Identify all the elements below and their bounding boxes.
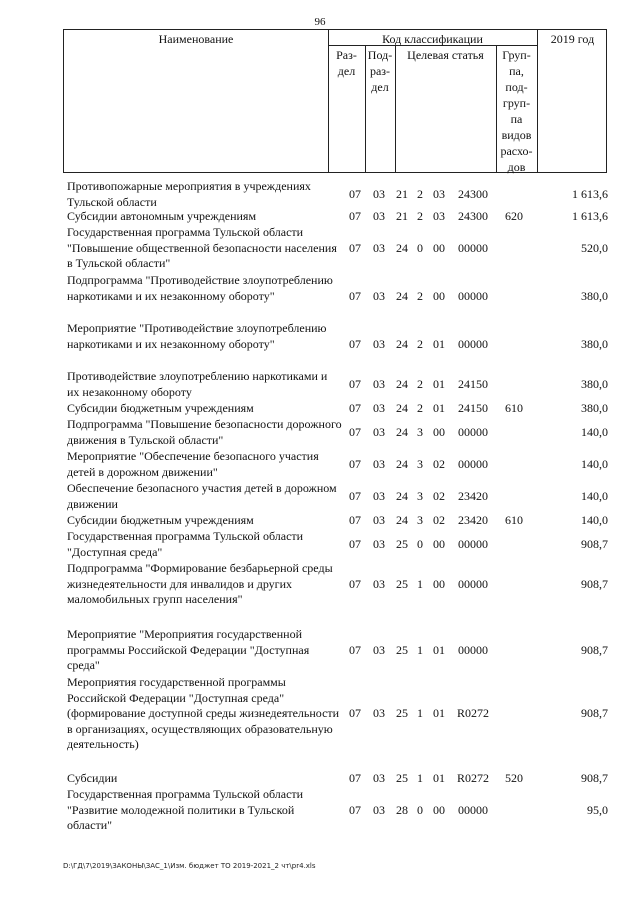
header-razdel: Раз- дел	[336, 48, 357, 78]
row-name: Субсидии автономным учреждениям	[67, 209, 257, 223]
measure-cell: 03	[433, 209, 445, 223]
program-cell: 24	[396, 401, 408, 415]
subprogram-cell: 2	[417, 209, 423, 223]
file-path-footer: D:\ГД\7\2019\ЗАКОНЫ\ЗАС_1\Изм. бюджет ТО 2019-2021_2 чт\pr4.xls	[63, 862, 316, 870]
measure-cell: 01	[433, 643, 445, 657]
program-cell: 24	[396, 457, 408, 471]
direction-cell: 00000	[458, 577, 488, 591]
header-tselevaya: Целевая статья	[407, 48, 484, 62]
header-year: 2019 год	[550, 32, 595, 46]
direction-cell: 24150	[458, 377, 488, 391]
header-podrazdel: Под- раз- дел	[367, 48, 393, 94]
header-code-group: Код классификации	[382, 32, 483, 46]
row-name: Субсидии бюджетным учреждениям	[67, 401, 254, 415]
subprogram-cell: 1	[417, 706, 423, 720]
measure-cell: 02	[433, 457, 445, 471]
direction-cell: 24150	[458, 401, 488, 415]
amount-cell: 140,0	[581, 513, 608, 527]
row-name: Подпрограмма "Повышение безопасности дорожного движения в Тульской области"	[67, 417, 342, 447]
subprogram-cell: 1	[417, 643, 423, 657]
direction-cell: 00000	[458, 337, 488, 351]
row-name: Противодействие злоупотреблению наркотиками и их незаконному обороту	[67, 369, 328, 399]
direction-cell: 00000	[458, 457, 488, 471]
measure-cell: 01	[433, 706, 445, 720]
row-name: Противопожарные мероприятия в учреждениях Тульской области	[67, 179, 311, 209]
subprogram-cell: 2	[417, 187, 423, 201]
expense-type-cell: 620	[505, 209, 523, 223]
razdel-cell: 07	[349, 337, 361, 351]
program-cell: 25	[396, 577, 408, 591]
measure-cell: 00	[433, 425, 445, 439]
row-name: Подпрограмма "Противодействие злоупотреблению наркотиками и их незаконному обороту"	[67, 273, 333, 303]
amount-cell: 1 613,6	[572, 187, 608, 201]
subprogram-cell: 3	[417, 425, 423, 439]
amount-cell: 140,0	[581, 457, 608, 471]
measure-cell: 01	[433, 401, 445, 415]
podrazdel-cell: 03	[373, 401, 385, 415]
direction-cell: 23420	[458, 513, 488, 527]
direction-cell: 00000	[458, 241, 488, 255]
amount-cell: 380,0	[581, 401, 608, 415]
program-cell: 28	[396, 803, 408, 817]
podrazdel-cell: 03	[373, 771, 385, 785]
amount-cell: 908,7	[581, 643, 608, 657]
podrazdel-cell: 03	[373, 577, 385, 591]
podrazdel-cell: 03	[373, 377, 385, 391]
razdel-cell: 07	[349, 289, 361, 303]
subprogram-cell: 3	[417, 457, 423, 471]
podrazdel-cell: 03	[373, 513, 385, 527]
razdel-cell: 07	[349, 401, 361, 415]
subprogram-cell: 0	[417, 241, 423, 255]
row-name: Государственная программа Тульской области "Развитие молодежной политики в Тульской области"	[67, 787, 304, 832]
measure-cell: 02	[433, 513, 445, 527]
program-cell: 25	[396, 706, 408, 720]
page-number: 96	[314, 16, 326, 28]
razdel-cell: 07	[349, 803, 361, 817]
amount-cell: 908,7	[581, 771, 608, 785]
amount-cell: 140,0	[581, 489, 608, 503]
amount-cell: 908,7	[581, 577, 608, 591]
podrazdel-cell: 03	[373, 187, 385, 201]
subprogram-cell: 1	[417, 771, 423, 785]
razdel-cell: 07	[349, 209, 361, 223]
program-cell: 24	[396, 425, 408, 439]
measure-cell: 00	[433, 577, 445, 591]
razdel-cell: 07	[349, 577, 361, 591]
row-name: Подпрограмма "Формирование безбарьерной среды жизнедеятельности для инвалидов и других маломобильных групп населения"	[67, 561, 333, 606]
subprogram-cell: 2	[417, 289, 423, 303]
amount-cell: 140,0	[581, 425, 608, 439]
program-cell: 24	[396, 489, 408, 503]
row-name: Государственная программа Тульской области "Доступная среда"	[67, 529, 304, 559]
amount-cell: 520,0	[581, 241, 608, 255]
direction-cell: 00000	[458, 803, 488, 817]
direction-cell: 00000	[458, 289, 488, 303]
expense-type-cell: 610	[505, 401, 523, 415]
podrazdel-cell: 03	[373, 489, 385, 503]
amount-cell: 380,0	[581, 377, 608, 391]
expense-type-cell: 520	[505, 771, 523, 785]
program-cell: 24	[396, 377, 408, 391]
razdel-cell: 07	[349, 377, 361, 391]
amount-cell: 380,0	[581, 289, 608, 303]
podrazdel-cell: 03	[373, 425, 385, 439]
expense-type-cell: 610	[505, 513, 523, 527]
measure-cell: 01	[433, 337, 445, 351]
row-name: Обеспечение безопасного участия детей в дорожном движении	[67, 481, 337, 511]
measure-cell: 03	[433, 187, 445, 201]
measure-cell: 00	[433, 537, 445, 551]
razdel-cell: 07	[349, 425, 361, 439]
program-cell: 25	[396, 643, 408, 657]
direction-cell: 23420	[458, 489, 488, 503]
row-name: Мероприятия государственной программы Российской Федерации "Доступная среда" (формирование доступной среды жизнедеятельности в организациях, осуществляющих образовательную деятельность)	[67, 675, 340, 751]
podrazdel-cell: 03	[373, 289, 385, 303]
amount-cell: 908,7	[581, 537, 608, 551]
subprogram-cell: 0	[417, 803, 423, 817]
program-cell: 24	[396, 513, 408, 527]
razdel-cell: 07	[349, 643, 361, 657]
amount-cell: 1 613,6	[572, 209, 608, 223]
razdel-cell: 07	[349, 513, 361, 527]
program-cell: 21	[396, 187, 408, 201]
direction-cell: 00000	[458, 425, 488, 439]
subprogram-cell: 1	[417, 577, 423, 591]
row-name: Государственная программа Тульской области "Повышение общественной безопасности населения в Тульской области"	[67, 225, 337, 270]
program-cell: 25	[396, 771, 408, 785]
razdel-cell: 07	[349, 489, 361, 503]
subprogram-cell: 2	[417, 377, 423, 391]
measure-cell: 01	[433, 377, 445, 391]
measure-cell: 00	[433, 803, 445, 817]
subprogram-cell: 3	[417, 489, 423, 503]
podrazdel-cell: 03	[373, 643, 385, 657]
subprogram-cell: 3	[417, 513, 423, 527]
direction-cell: 00000	[458, 643, 488, 657]
program-cell: 24	[396, 337, 408, 351]
row-name: Субсидии	[67, 771, 118, 785]
row-name: Мероприятие "Обеспечение безопасного участия детей в дорожном движении"	[67, 449, 319, 479]
podrazdel-cell: 03	[373, 457, 385, 471]
podrazdel-cell: 03	[373, 803, 385, 817]
razdel-cell: 07	[349, 706, 361, 720]
row-name: Мероприятие "Противодействие злоупотреблению наркотиками и их незаконному обороту"	[67, 321, 327, 351]
podrazdel-cell: 03	[373, 209, 385, 223]
subprogram-cell: 0	[417, 537, 423, 551]
program-cell: 24	[396, 289, 408, 303]
measure-cell: 00	[433, 241, 445, 255]
program-cell: 24	[396, 241, 408, 255]
amount-cell: 380,0	[581, 337, 608, 351]
podrazdel-cell: 03	[373, 706, 385, 720]
razdel-cell: 07	[349, 771, 361, 785]
direction-cell: R0272	[456, 771, 489, 785]
header-name: Наименование	[158, 32, 234, 46]
razdel-cell: 07	[349, 241, 361, 255]
podrazdel-cell: 03	[373, 537, 385, 551]
podrazdel-cell: 03	[373, 337, 385, 351]
program-cell: 21	[396, 209, 408, 223]
header-gruppa: Груп- па, под- груп- па видов расхо- дов	[500, 48, 533, 174]
amount-cell: 908,7	[581, 706, 608, 720]
amount-cell: 95,0	[587, 803, 608, 817]
razdel-cell: 07	[349, 537, 361, 551]
program-cell: 25	[396, 537, 408, 551]
direction-cell: 24300	[458, 187, 488, 201]
podrazdel-cell: 03	[373, 241, 385, 255]
razdel-cell: 07	[349, 457, 361, 471]
subprogram-cell: 2	[417, 337, 423, 351]
direction-cell: R0272	[456, 706, 489, 720]
measure-cell: 00	[433, 289, 445, 303]
direction-cell: 00000	[458, 537, 488, 551]
row-name: Мероприятие "Мероприятия государственной программы Российской Федерации "Доступная среда"	[67, 627, 310, 672]
measure-cell: 02	[433, 489, 445, 503]
direction-cell: 24300	[458, 209, 488, 223]
razdel-cell: 07	[349, 187, 361, 201]
measure-cell: 01	[433, 771, 445, 785]
subprogram-cell: 2	[417, 401, 423, 415]
row-name: Субсидии бюджетным учреждениям	[67, 513, 254, 527]
